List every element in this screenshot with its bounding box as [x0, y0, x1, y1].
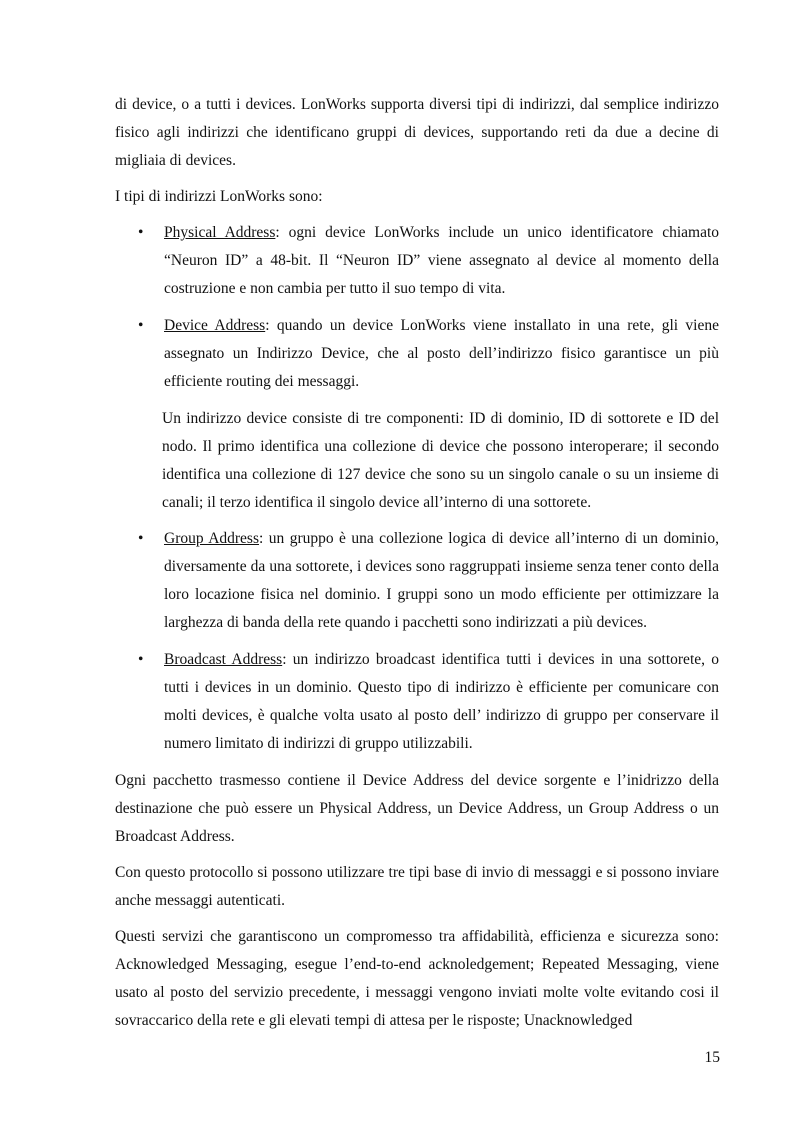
term-group-address: Group Address: [164, 530, 259, 547]
term-separator: :: [282, 651, 287, 668]
bullet-icon: •: [138, 651, 144, 668]
term-physical-address: Physical Address: [164, 224, 276, 241]
term-separator: :: [259, 530, 264, 547]
bullet-icon: •: [138, 317, 144, 334]
list-item-group-address: [115, 525, 719, 637]
list-item-broadcast-address: [115, 646, 719, 758]
page-number: 15: [704, 1049, 720, 1066]
paragraph-intro-continued: di device, o a tutti i devices. LonWorks supporta diversi tipi di indirizzi, dal semplice indirizzo fisico agli indirizzi che identificano gruppi di devices, supportando reti da due a decine di migliaia di devices.: [115, 96, 719, 169]
bullet-text: un gruppo è una collezione logica di device all’interno di un dominio, diversamente da una sottorete, i devices sono raggruppati insieme senza tener conto della loro locazione fisica nel dominio. I gruppi sono un modo efficiente per ottimizzare la larghezza di banda della rete quando i pacchetti sono indirizzati a più devices.: [164, 530, 719, 631]
list-item-device-address: [115, 312, 719, 396]
term-separator: :: [265, 317, 270, 334]
paragraph-messaging-types: Con questo protocollo si possono utilizzare tre tipi base di invio di messaggi e si possono inviare anche messaggi autenticati.: [115, 864, 719, 909]
bullet-text: ogni device LonWorks include un unico identificatore chiamato “Neuron ID” a 48-bit. Il “Neuron ID” viene assegnato al device al momento della costruzione e non cambia per tutto il suo tempo di vita.: [164, 224, 720, 297]
address-types-list: [115, 219, 719, 396]
document-page: [115, 91, 719, 1043]
term-separator: :: [275, 224, 280, 241]
bullet-icon: •: [138, 224, 144, 241]
paragraph-services: Questi servizi che garantiscono un compromesso tra affidabilità, efficienza e sicurezza sono: Acknowledged Messaging, esegue l’end-to-end acknoledgement; Repeated Messaging, viene usato al posto del servizio precedente, i messaggi vengono inviati molte volte evitando cosi il sovraccarico della rete e gli elevati tempi di attesa per le risposte; Unacknowledged: [115, 928, 719, 1029]
bullet-text: un indirizzo broadcast identifica tutti i devices in una sottorete, o tutti i devices in un dominio. Questo tipo di indirizzo è efficiente per comunicare con molti devices, è qualche volta usato al posto dell’ indirizzo di gruppo per conservare il numero limitato di indirizzi di gruppo utilizzabili.: [164, 651, 720, 752]
bullet-icon: •: [138, 530, 144, 547]
term-device-address: Device Address: [164, 317, 266, 334]
paragraph-packet-addressing: Ogni pacchetto trasmesso contiene il Device Address del device sorgente e l’inidrizzo della destinazione che può essere un Physical Address, un Device Address, un Group Address o un Broadcast Address.: [115, 772, 719, 845]
address-types-list-continued: [115, 525, 719, 758]
paragraph-address-types-intro: I tipi di indirizzi LonWorks sono:: [115, 188, 323, 205]
device-address-detail-paragraph: Un indirizzo device consiste di tre componenti: ID di dominio, ID di sottorete e ID del nodo. Il primo identifica una collezione di device che possono interoperare; il secondo identifica una collezione di 127 device che sono su un singolo canale o su un insieme di canali; il terzo identifica il singolo device all’interno di una sottorete.: [162, 410, 719, 511]
term-broadcast-address: Broadcast Address: [164, 651, 283, 668]
bullet-text: quando un device LonWorks viene installato in una rete, gli viene assegnato un Indirizzo Device, che al posto dell’indirizzo fisico garantisce un più efficiente routing dei messaggi.: [164, 317, 719, 390]
list-item-physical-address: [115, 219, 719, 303]
